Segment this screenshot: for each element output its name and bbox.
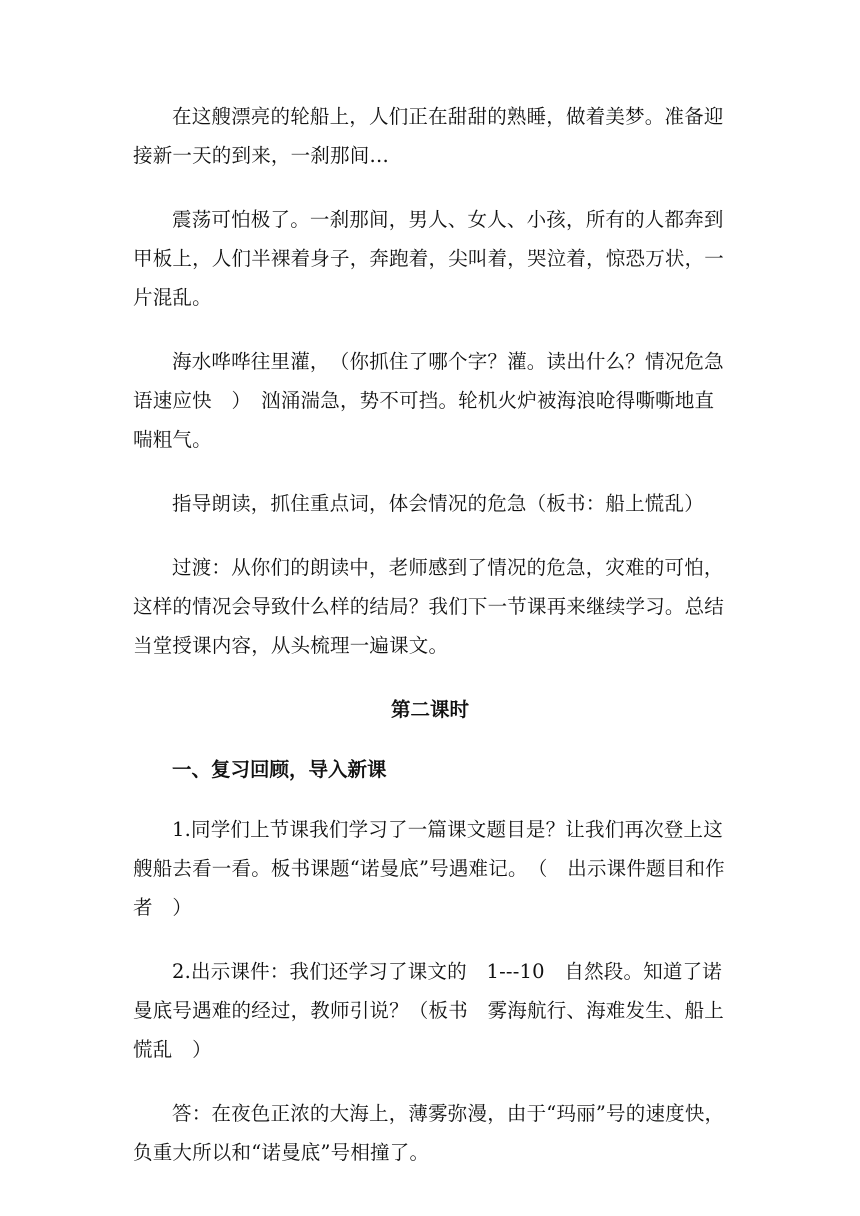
paragraph-seawater: 海水哗哗往里灌， （你抓住了哪个字？灌。读出什么？情况危急语速应快 ） 汹涌湍急，势不可挡。轮机火炉被海浪呛得嘶嘶地直喘粗气。 bbox=[133, 350, 724, 451]
paragraph-reading-guidance: 指导朗读，抓住重点词，体会情况的危急（板书：船上慌乱） bbox=[172, 492, 704, 515]
paragraph-answer: 答：在夜色正浓的大海上，薄雾弥漫，由于“玛丽”号的速度快，负重大所以和“诺曼底”号相撞了。 bbox=[133, 1102, 725, 1164]
lesson-title: 第二课时 bbox=[390, 698, 469, 721]
paragraph-review-2: 2.出示课件：我们还学习了课文的 1---10 自然段。知道了诺曼底号遇难的经过，教师引说？（板书 雾海航行、海难发生、船上慌乱 ） bbox=[133, 960, 725, 1061]
paragraph-review-1: 1.同学们上节课我们学习了一篇课文题目是？让我们再次登上这艘船去看一看。板书课题“诺曼底”号遇难记。 （ 出示课件题目和作者 ） bbox=[133, 818, 725, 919]
paragraph-chaos: 震荡可怕极了。一刹那间，男人、女人、小孩，所有的人都奔到甲板上，人们半裸着身子，奔跑着，尖叫着，哭泣着，惊恐万状，一片混乱。 bbox=[133, 208, 725, 309]
section-heading: 一、复习回顾，导入新课 bbox=[172, 758, 387, 781]
paragraph-transition: 过渡：从你们的朗读中，老师感到了情况的危急，灾难的可怕，这样的情况会导致什么样的结局？我们下一节课再来继续学习。总结当堂授课内容，从头梳理一遍课文。 bbox=[133, 556, 725, 657]
paragraph-ship-dreaming: 在这艘漂亮的轮船上，人们正在甜甜的熟睡，做着美梦。准备迎接新一天的到来，一刹那间… bbox=[133, 105, 724, 167]
document-body bbox=[133, 97, 727, 1197]
